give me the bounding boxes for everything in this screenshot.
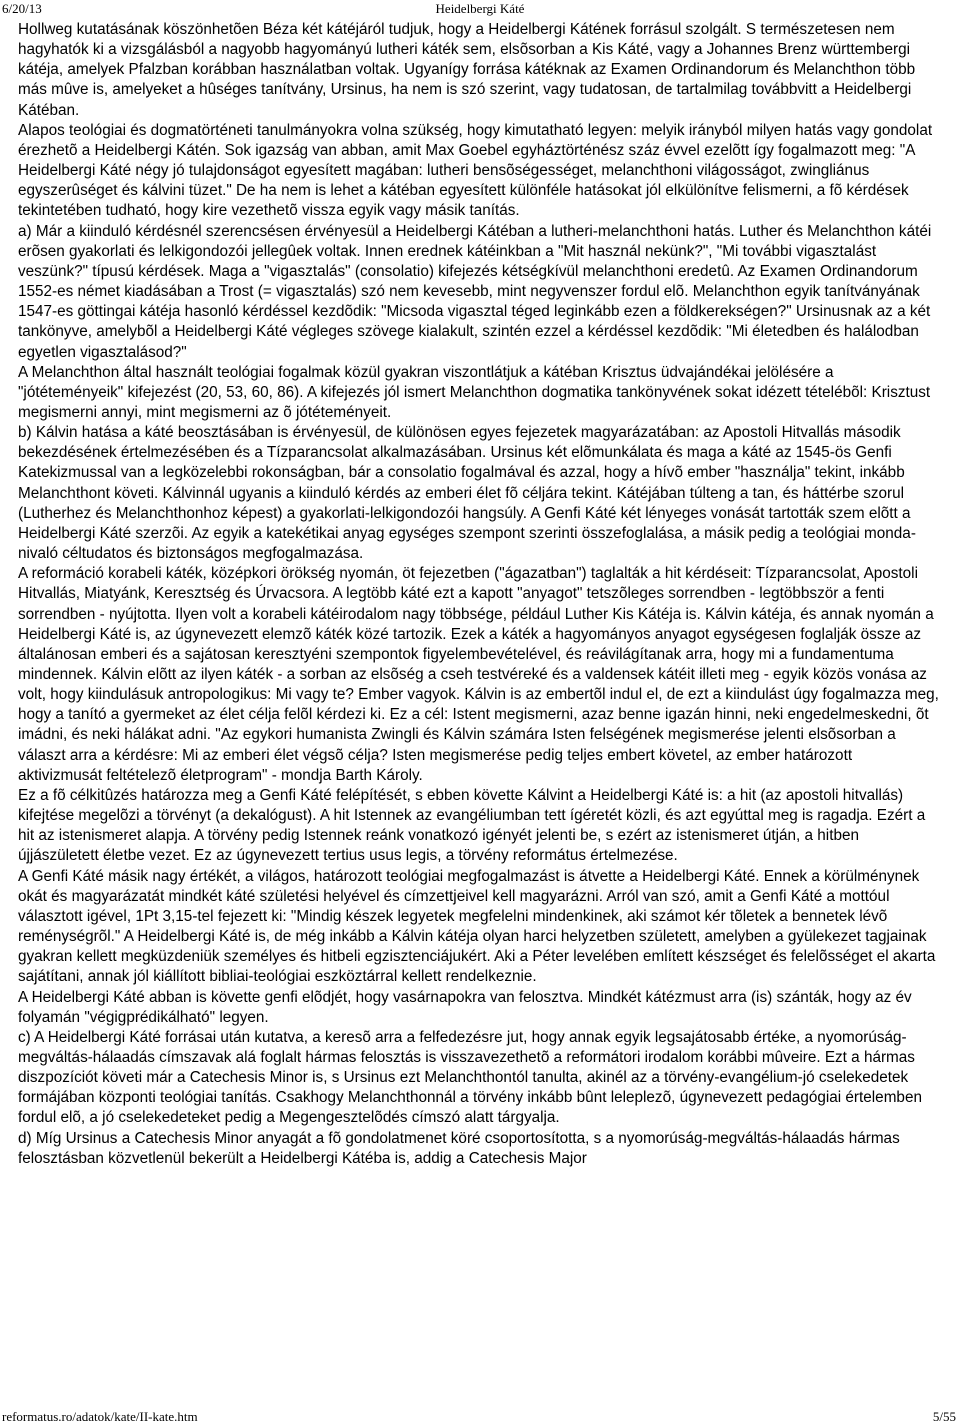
page-footer — [0, 1408, 960, 1426]
print-date: 6/20/13 — [2, 1, 42, 16]
paragraph-faith-before-law: Ez a fõ célkitûzés határozza meg a Genfi Káté felépítését, s ebben követte Kálvint a Heidelbergi Káté is: a hit (az apostoli hitvallás) kifejtése megelõzi a törvényt (a dekalógust). A hit Istennek az evangéliumban tett ígéretét közli, és azt egyúttal meg is ragadja. Ezért a hit az istenismeret alapja. A törvény pedig Istennek reánk vonatkozó igényét jelenti be, s ezért az istenismeret útján, a hitben újjászületett életbe vezet. Ez az úgynevezett tertius usus legis, a törvény református értelmezése. — [18, 786, 926, 865]
page-number: 5/55 — [932, 1409, 956, 1424]
paragraph-reformation-catechisms: A reformáció korabeli káték, középkori örökség nyomán, öt fejezetben ("ágazatban") taglalták a hit kérdéseit: Tízparancsolat, Apostoli Hitvallás, Miatyánk, Keresztség és Úrvacsora. A legtöbb káté ezt a kapott "anyagot" tetszõleges sorrendben - legtöbbször a fenti sorrendben - nyújtotta. Ilyen volt a korabeli kátéirodalom nagy többsége, például Luther Kis Kátéja is. Kálvin kátéja, és annak nyomán a Heidelbergi Káté is, az úgynevezett elemzõ káték közé tartozik. Ezek a káték a hagyományos anyagot egységesen foglalják össze az általánosan emberi és a sajátosan keresztyéni szempontok figyelembevételével, és reávilágítanak arra, hogy mi a fundamentuma mindennek. Kálvin elõtt az ilyen káték - a sorban az elsõség a cseh testvéreké és a valdensek kátéit illeti meg - egyik közös vonása az volt, hogy kiindulásuk antropologikus: Mi vagy te? Ember vagyok. Kálvin is az embertõl indul el, de ezt a kiindulást úgy fogalmazza meg, hogy a tanító a gyermeket az élet célja felõl kérdezi ki. Ez a cél: Istent megismerni, azaz benne igazán hinni, neki engedelmeskedni, õt imádni, és neki hálákat adni. "Az egykori humanista Zwingli és Kálvin számára Isten felségének megismerése jelenti elsõsorban a választ arra a kérdésre: Mi az emberi élet végsõ célja? Isten megismerése pedig teljes embert követel, az ember határozott aktivizmusát feltételezõ életprogram" - mondja Barth Károly. — [18, 565, 939, 784]
document-title: Heidelbergi Káté — [435, 1, 525, 16]
source-url: reformatus.ro/adatok/kate/II-kate.htm — [2, 1409, 198, 1424]
paragraph-b-calvin: b) Kálvin hatása a káté beosztásában is érvényesül, de különösen egyes fejezetek magyarázatában: az Apostoli Hitvallás második bekezdésének értelmezésében és a Tízparancsolat alkalmazásában. Ursinus két elõmunkálata és maga a káté az 1545-ös Genfi Katekizmussal van a legközelebbi rokonságban, bár a consolatio fogalmával és azzal, hogy a hívõ ember "használja" tekint, inkább Melanchthont követi. Kálvinnál ugyanis a kiinduló kérdés az emberi élet fõ céljára tekint. Kátéjában túlteng a tan, és háttérbe szorul (Lutherhez és Melanchthonhoz képest) a gyakorlati-lelkigondozói hangsúly. A Genfi Káté két lényeges vonását tartották szem elõtt a Heidelbergi Káté szerzõi. Az egyik a katekétikai anyag egységes szempont szerinti összefoglalása, a másik pedig a teológiai monda-nivaló céltudatos és biztonságos megfogalmazása. — [18, 424, 916, 563]
page-header — [0, 0, 960, 18]
paragraph-a-lutheran-melanchthon: a) Már a kiinduló kérdésnél szerencsésen érvényesül a Heidelbergi Kátéban a lutheri-melanchthoni hatás. Luther és Melanchthon kátéi erõsen gyakorlati és lelkigondozói jellegûek voltak. Innen erednek kátéinkban a "Mit használ nekünk?", "Mi további vigasztalást veszünk?" típusú kérdések. Maga a "vigasztalás" (consolatio) kifejezés kétségkívül melanchthoni eredetû. Az Examen Ordinandorum 1552-es német kiadásában a Trost (= vigasztalás) szó nem kevesebb, mint negyvenszer fordul elõ. Melanchthon egyik tanítványának 1547-es göttingai kátéja hasonló kérdéssel kezdõdik: "Micsoda vigasztal téged leginkább ezen a földkerekségen?" Ursinusnak az a két tankönyve, amelybõl a Heidelbergi Káté végleges szövege kialakult, szintén ezzel a kérdéssel kezdõdik: "Mi életedben és halálodban egyetlen vigasztalásod?" — [18, 222, 932, 361]
paragraph-genevan-clarity: A Genfi Káté másik nagy értékét, a világos, határozott teológiai megfogalmazást is átvette a Heidelbergi Káté. Ennek a körülménynek okát és magyarázatát mindkét káté születési helyével és címzettjeivel kell magyarázni. Arról van szó, amit a Genfi Káté a mottóul választott igével, 1Pt 3,15-tel fejezett ki: "Mindig készek legyetek megfelelni mindenkinek, aki számot kér tõletek a bennetek lévõ reménységrõl." A Heidelbergi Káté is, de még inkább a Kálvin kátéja olyan harci helyzetben született, amelyben a gyülekezet tagjainak gyakran kellett megküzdeniük személyes és hitbeli egzisztenciájukért. Aki a Péter levelében említett készséget és felelõsséget el akarta sajátítani, annak jól kiállított bibliai-teológiai eszköztárral kellett rendelkeznie. — [18, 867, 936, 986]
article-body — [18, 20, 940, 1169]
paragraph-sources: Hollweg kutatásának köszönhetõen Béza két kátéjáról tudjuk, hogy a Heidelbergi Kátének forrásul szolgált. S természetesen nem hagyhatók ki a vizsgálásból a nagyobb hagyományú lutheri káték sem, elsõsorban a Kis Káté, vagy a Johannes Brenz württembergi kátéja, amelyek Pfalzban korábban használatban voltak. Ugyanígy forrása kátéknak az Examen Ordinandorum és Melanchthon több más mûve is, amelyeket a hûséges tanítvány, Ursinus, ha nem is szó szerint, vagy tudatosan, de tartalmilag továbbvitt a Heidelbergi Kátéban. — [18, 21, 916, 119]
paragraph-influences: Alapos teológiai és dogmatörténeti tanulmányokra volna szükség, hogy kimutatható legyen: melyik irányból milyen hatás vagy gondolat érezhetõ a Heidelbergi Kátén. Sok igazság van abban, amit Max Goebel egyháztörténész száz évvel ezelõtt így fogalmazott meg: "A Heidelbergi Káté négy jó tulajdonságot egyesített magában: lutheri bensõségességet, melanchthoni világosságot, zwingliánus egyszerûséget és kálvini tüzet." De ha nem is lehet a kátéban egyesített különféle hatásokat jól elkülönítve felismerni, a fõ kérdések tekintetében tudható, hogy kire vezethetõ vissza egyik vagy másik tanítás. — [18, 121, 933, 220]
paragraph-d-catechesis: d) Míg Ursinus a Catechesis Minor anyagát a fõ gondolatmenet köré csoportosította, s a nyomorúság-megváltás-hálaadás hármas felosztásban közvetlenül bekerült a Heidelbergi Kátéba is, addig a Catechesis Major — [18, 1129, 900, 1167]
paragraph-sunday-division: A Heidelbergi Káté abban is követte genfi elõdjét, hogy vasárnapokra van felosztva. Mindkét kátézmust arra (is) szánták, hogy az év folyamán "végigprédikálható" legyen. — [18, 988, 912, 1026]
paragraph-c-threefold-division: c) A Heidelbergi Káté forrásai után kutatva, a keresõ arra a felfedezésre jut, hogy annak egyik legsajátosabb értéke, a nyomorúság-megváltás-hálaadás címszavak alá foglalt hármas felosztás is visszavezethetõ a reformátori irodalom korábbi mûveire. Ezt a hármas diszpozíciót követi már a Catechesis Minor is, s Ursinus ezt Melanchthontól tanulta, akinél az a törvény-evangélium-jó cselekedetek formájában központi teológiai tanítás. Csakhogy Melanchthonnál a törvény inkább bûnt leleplezõ, úgynevezett pedagógiai értelemben fordul elõ, a jó cselekedeteket pedig a Megengesztelõdés címszó alatt tárgyalja. — [18, 1028, 922, 1127]
paragraph-benefits-of-christ: A Melanchthon által használt teológiai fogalmak közül gyakran viszontlátjuk a kátéban Krisztus üdvajándékai jelölésére a "jótéteményeik" kifejezést (20, 53, 60, 86). A kifejezés jól ismert Melanchthon dogmatika tankönyvének sokat idézett tételébõl: Krisztust megismerni annyi, mint megismerni az õ jótéteményeit. — [18, 363, 931, 421]
